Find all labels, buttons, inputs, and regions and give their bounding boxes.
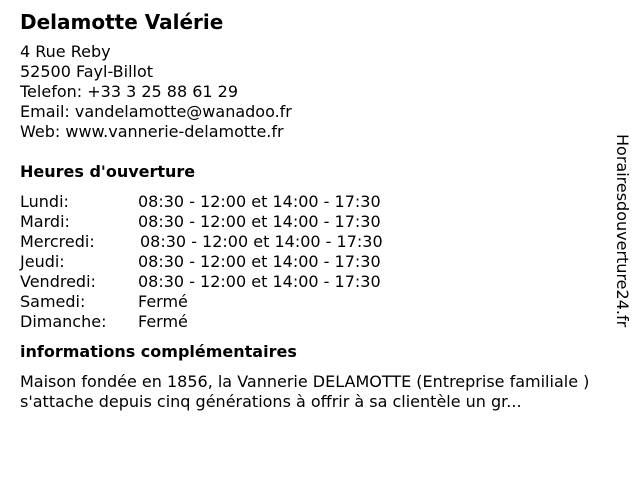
hours-row-wednesday <box>20 232 620 252</box>
hours-table <box>20 192 620 332</box>
time-value: Fermé <box>138 292 188 311</box>
hours-row-saturday <box>20 292 620 312</box>
phone-line: Telefon: +33 3 25 88 61 29 <box>20 82 239 101</box>
day-label: Samedi: <box>20 292 86 311</box>
hours-row-sunday <box>20 312 620 332</box>
hours-row-friday <box>20 272 620 292</box>
info-description: Maison fondée en 1856, la Vannerie DELAMOTTE (Entreprise familiale ) s'attache depuis cinq générations à offrir à sa clientèle un gr... <box>20 372 590 411</box>
time-value: 08:30 - 12:00 et 14:00 - 17:30 <box>138 192 381 211</box>
day-label: Jeudi: <box>20 252 65 271</box>
info-heading: informations complémentaires <box>20 342 297 361</box>
day-label: Dimanche: <box>20 312 107 331</box>
time-value: 08:30 - 12:00 et 14:00 - 17:30 <box>138 252 381 271</box>
time-value: Fermé <box>138 312 188 331</box>
business-card <box>20 10 620 412</box>
business-name: Delamotte Valérie <box>20 10 224 34</box>
hours-row-monday <box>20 192 620 212</box>
hours-row-thursday <box>20 252 620 272</box>
hours-heading: Heures d'ouverture <box>20 162 196 181</box>
contact-block <box>20 42 620 142</box>
brand-watermark <box>612 134 632 344</box>
time-value: 08:30 - 12:00 et 14:00 - 17:30 <box>138 212 381 231</box>
hours-row-tuesday <box>20 212 620 232</box>
web-line: Web: www.vannerie-delamotte.fr <box>20 122 284 141</box>
brand-text: Horairesdouverture24.fr <box>613 134 632 328</box>
day-label: Mardi: <box>20 212 70 231</box>
time-value: 08:30 - 12:00 et 14:00 - 17:30 <box>140 232 383 251</box>
day-label: Vendredi: <box>20 272 96 291</box>
address-street: 4 Rue Reby <box>20 42 111 61</box>
email-line: Email: vandelamotte@wanadoo.fr <box>20 102 292 121</box>
day-label: Lundi: <box>20 192 69 211</box>
address-city: 52500 Fayl-Billot <box>20 62 154 81</box>
time-value: 08:30 - 12:00 et 14:00 - 17:30 <box>138 272 381 291</box>
day-label: Mercredi: <box>20 232 95 251</box>
